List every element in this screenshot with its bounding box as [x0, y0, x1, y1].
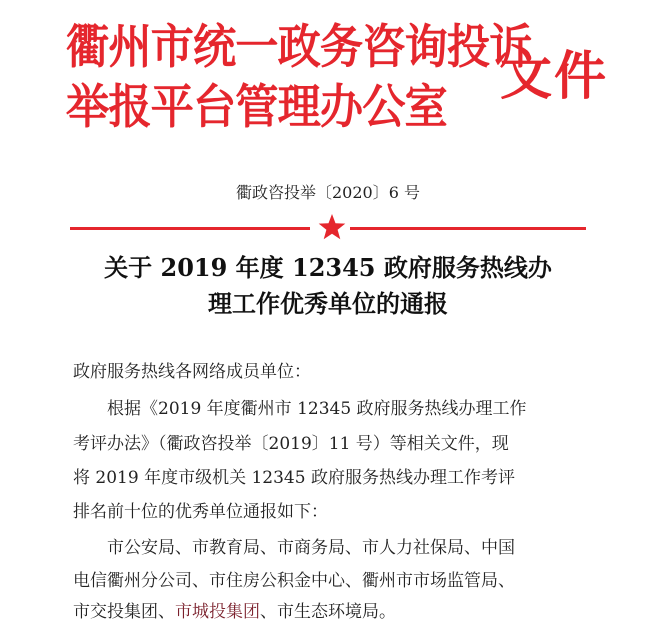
notice-title-line1: 关于 2019 年度 12345 政府服务热线办: [104, 253, 552, 282]
paragraph-line: 排名前十位的优秀单位通报如下：: [73, 502, 328, 522]
paragraph-line: 市公安局、市教育局、市商务局、市人力社保局、中国: [107, 538, 515, 558]
header-document-label: 文件: [500, 46, 609, 107]
paragraph-line: 电信衢州分公司、市住房公积金中心、衢州市市场监管局、: [73, 571, 515, 591]
star-icon: [317, 212, 347, 242]
red-rule-right: [350, 227, 586, 230]
header-title-line2: 举报平台管理办公室: [66, 80, 447, 135]
paragraph-line: [73, 597, 396, 622]
notice-title-line2: 理工作优秀单位的通报: [208, 289, 448, 318]
document-number: 衢政咨投举〔2020〕6 号: [236, 183, 420, 202]
unit-list-text: 、市生态环境局。: [260, 602, 396, 622]
header-title-line1: 衢州市统一政务咨询投诉: [66, 20, 532, 75]
paragraph-line: 根据《2019 年度衢州市 12345 政府服务热线办理工作: [107, 399, 527, 419]
paragraph-line: 将 2019 年度市级机关 12345 政府服务热线办理工作考评: [73, 468, 515, 488]
paragraph-line: 考评办法》（衢政咨投举〔2019〕11 号）等相关文件，现: [73, 434, 509, 454]
red-rule-left: [70, 227, 310, 230]
highlighted-unit: 市城投集团: [175, 602, 260, 622]
salutation: 政府服务热线各网络成员单位：: [73, 362, 311, 382]
unit-list-text: 市交投集团、: [73, 602, 175, 622]
